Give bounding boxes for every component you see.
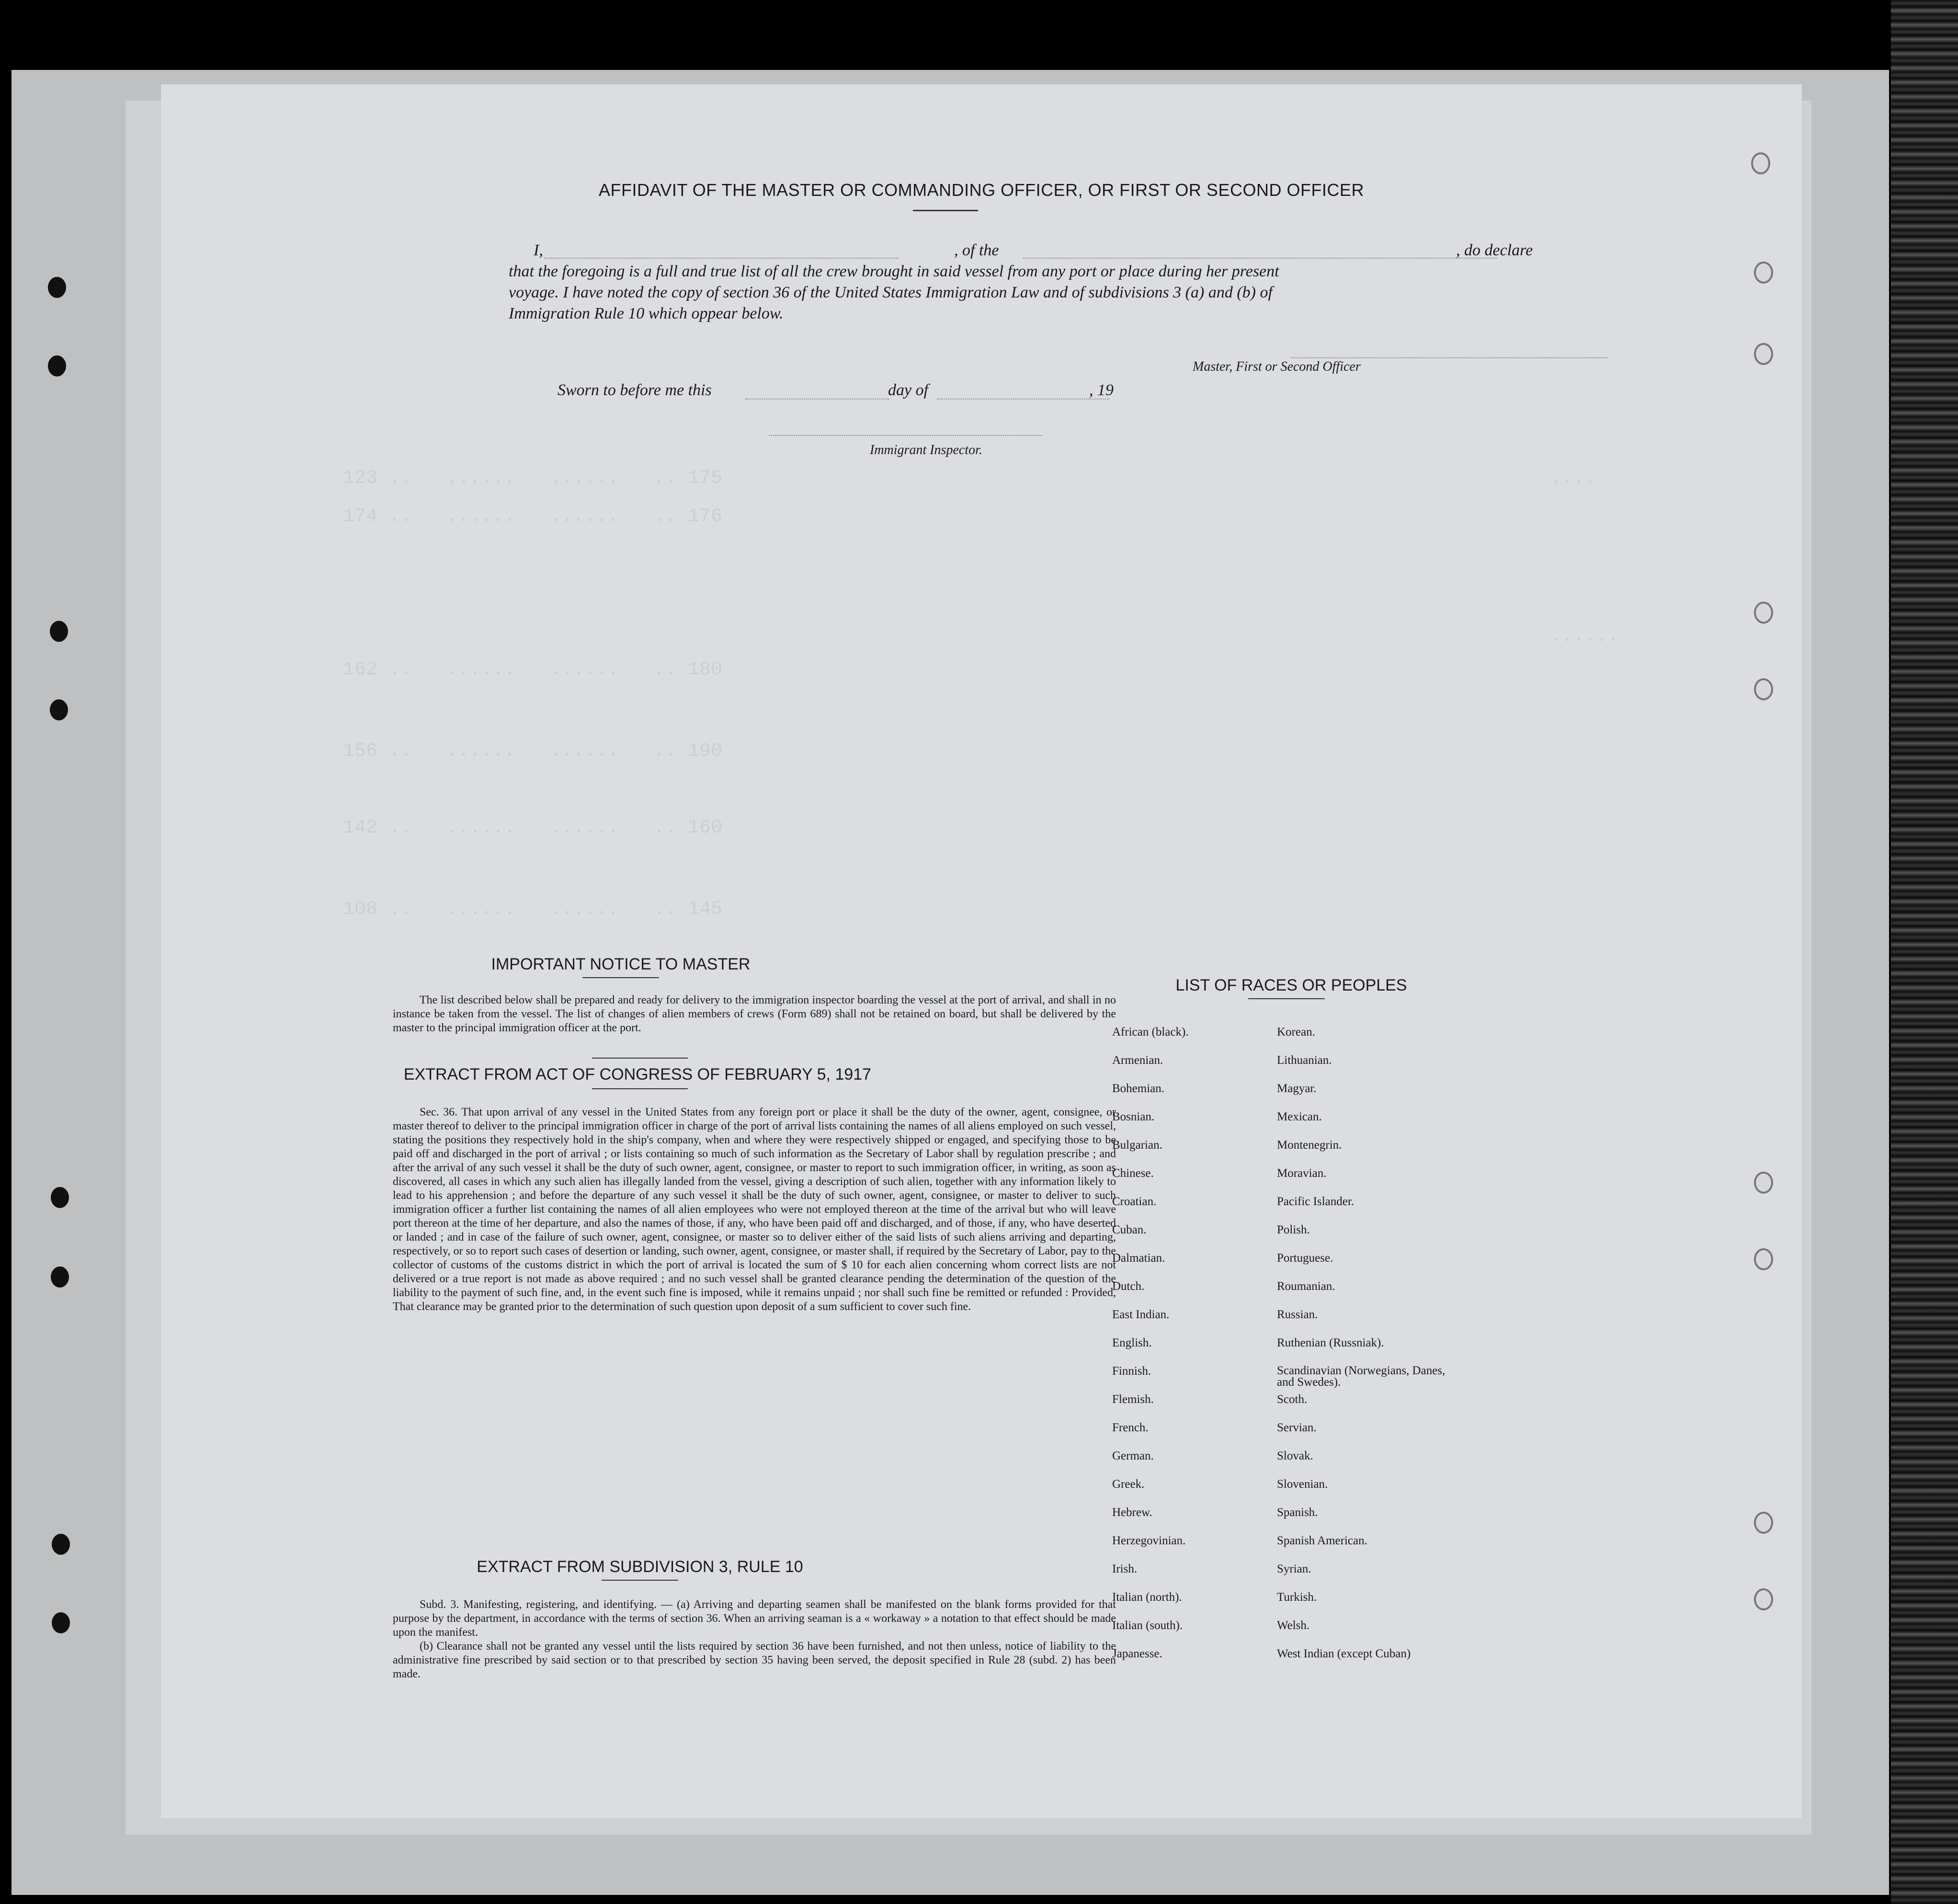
inspector-signature-line[interactable]	[769, 435, 1042, 436]
binder-hole	[52, 1612, 70, 1633]
race-item: German.	[1112, 1449, 1154, 1462]
bleed-through: 142 .. ...... ...... .. 160	[343, 817, 723, 839]
act-title: EXTRACT FROM ACT OF CONGRESS OF FEBRUARY 5, 1917	[403, 1065, 872, 1083]
race-item: African (black).	[1112, 1026, 1189, 1038]
bleed-through: ....	[1550, 467, 1596, 489]
race-item: Russian.	[1277, 1308, 1318, 1321]
race-item: Moravian.	[1277, 1167, 1327, 1180]
sworn-year: , 19	[1089, 381, 1114, 399]
race-item: Ruthenian (Russniak).	[1277, 1336, 1384, 1349]
notice-text	[393, 993, 1116, 1035]
notice-underline	[582, 977, 659, 978]
binder-ring	[1754, 1588, 1773, 1610]
sworn-day-of: day of	[888, 381, 929, 399]
race-item: Flemish.	[1112, 1393, 1154, 1406]
act-top-rule	[592, 1058, 688, 1059]
race-item: East Indian.	[1112, 1308, 1170, 1321]
affidavit-do-declare: , do declare	[1456, 241, 1533, 259]
master-signature-line[interactable]	[1291, 357, 1607, 358]
affidavit-line2: that the foregoing is a full and true list of all the crew brought in said vessel from any port or place during her present	[509, 262, 1279, 280]
binder-ring	[1754, 1512, 1773, 1534]
race-item: Welsh.	[1277, 1619, 1310, 1632]
race-item: Montenegrin.	[1277, 1139, 1342, 1152]
race-item: Servian.	[1277, 1421, 1317, 1434]
race-item: Scoth.	[1277, 1393, 1308, 1406]
race-item: Pacific Islander.	[1277, 1195, 1355, 1208]
binder-ring	[1754, 602, 1773, 624]
race-item: Scandinavian (Norwegians, Danes, and Swedes).	[1277, 1364, 1446, 1389]
race-item: French.	[1112, 1421, 1149, 1434]
bleed-through: 162 .. ...... ...... .. 180	[343, 659, 723, 681]
rule-title: EXTRACT FROM SUBDIVISION 3, RULE 10	[477, 1558, 803, 1576]
race-item: English.	[1112, 1336, 1152, 1349]
race-item: Hebrew.	[1112, 1506, 1152, 1519]
race-item: Dutch.	[1112, 1280, 1145, 1293]
binder-ring	[1754, 262, 1773, 284]
race-item: Spanish American.	[1277, 1534, 1367, 1547]
race-item: Italian (south).	[1112, 1619, 1183, 1632]
race-item: Italian (north).	[1112, 1591, 1182, 1604]
race-item: Bohemian.	[1112, 1082, 1165, 1095]
race-item: Finnish.	[1112, 1365, 1151, 1378]
race-item: Greek.	[1112, 1478, 1145, 1491]
document-page	[161, 84, 1802, 1818]
rule-paragraph-b: (b) Clearance shall not be granted any vessel until the lists required by section 36 have been furnished, and not then unless, notice of liability to the administrative fine prescribed by said section or to that prescribed by section 35 having been served, the deposit specified in Rule 28 (subd. 2) has been made.	[393, 1640, 1116, 1680]
race-item: Slovenian.	[1277, 1478, 1328, 1491]
bleed-through: ......	[1550, 626, 1619, 647]
race-item: Japanesse.	[1112, 1647, 1162, 1660]
rule-paragraph-a: Subd. 3. Manifesting, registering, and identifying. — (a) Arriving and departing seamen shall be manifested on the blank forms provided for that purpose by the department, in accordance with the terms of section 36. When an arriving seaman is a « workaway » a notation to that effect should be made upon the manifest.	[393, 1598, 1116, 1639]
bleed-through: 108 .. ...... ...... .. 145	[343, 899, 723, 920]
binder-ring	[1754, 1248, 1773, 1270]
binder-hole	[52, 1534, 70, 1555]
act-text	[393, 1106, 1116, 1314]
binder-ring	[1754, 678, 1773, 700]
master-signature-label: Master, First or Second Officer	[1193, 359, 1361, 374]
act-paragraph: Sec. 36. That upon arrival of any vessel in the United States from any foreign port or place it shall be the duty of the owner, agent, consignee, or master thereof to deliver to the principal immigration officer in charge of the port of arrival lists containing the names of all aliens employed on such vessel, stating the positions they respectively hold in the ship's company, when and where they were respectively shipped or engaged, and specifying those to be paid off and discharged in the port of arrival ; or lists containing so much of such information as the Secretary of Labor shall by regulation prescribe ; and after the arrival of any such vessel it shall be the duty of such owner, agent, consignee, or master to report to such immigration officer, in writing, as soon as discovered, all cases in which any such alien has illegally landed from the vessel, giving a description of such alien, together with any information likely to lead to his apprehension ; and before the departure of any such vessel it shall be the duty of such owner, agent, consignee, or master to deliver to such immigration officer a further list containing the names of all alien employees who were not employed thereon at the time of the arrival but who will leave port thereon at the time of her departure, and also the names of those, if any, who have been paid off and discharged, and of those, if any, who have deserted or landed ; and in case of the failure of such owner, agent, consignee, or master so to deliver either of the said lists of such aliens arriving and departing, respectively, or so to report such cases of desertion or landing, such owner, agent, consignee, or master shall, if required by the Secretary of Labor, pay to the collector of customs of the customs district in which the port of arrival is located the sum of $ 10 for each alien concerning whom correct lists are not delivered or a true report is not made as above required ; and no such vessel shall be granted clearance pending the determination of the question of the liability to the payment of such fine, and, in the event such fine is imposed, while it remains unpaid ; nor shall such fine be remitted or refunded : Provided, That clearance may be granted prior to the determination of such question upon deposit of a sum sufficient to cover such fine.	[393, 1106, 1116, 1313]
act-underline	[592, 1088, 688, 1089]
rule-underline	[602, 1580, 678, 1581]
race-item: Syrian.	[1277, 1562, 1311, 1575]
inspector-label: Immigrant Inspector.	[870, 443, 982, 457]
races-underline	[1248, 998, 1325, 999]
bleed-through: 156 .. ...... ...... .. 190	[343, 741, 723, 762]
race-item: Dalmatian.	[1112, 1252, 1165, 1265]
race-item: Croatian.	[1112, 1195, 1157, 1208]
affidavit-of-the: , of the	[954, 241, 999, 259]
sworn-prefix: Sworn to before me this	[558, 381, 712, 399]
bleed-through: 123 .. ...... ...... .. 175	[343, 467, 723, 489]
affidavit-line4: Immigration Rule 10 which oppear below.	[509, 305, 784, 322]
name-blank[interactable]	[544, 258, 899, 259]
race-item: Spanish.	[1277, 1506, 1318, 1519]
binder-ring	[1754, 1172, 1773, 1194]
race-item: Bosnian.	[1112, 1110, 1155, 1123]
binder-edge	[1891, 0, 1958, 1904]
bleed-through: 174 .. ...... ...... .. 176	[343, 506, 723, 527]
race-item: Armenian.	[1112, 1054, 1163, 1067]
race-item: Turkish.	[1277, 1591, 1317, 1604]
race-item: Irish.	[1112, 1562, 1138, 1575]
affidavit-line3: voyage. I have noted the copy of section 36 of the United States Immigration Law and of subdivisions 3 (a) and (b) of	[509, 284, 1273, 301]
binder-ring	[1754, 343, 1773, 365]
notice-paragraph: The list described below shall be prepared and ready for delivery to the immigration inspector boarding the vessel at the port of arrival, and shall in no instance be taken from the vessel. The list of changes of alien members of crews (Form 689) shall not be retained on board, but shall be delivered by the master to the principal immigration officer at the port.	[393, 994, 1116, 1034]
title-underline	[913, 210, 978, 211]
race-item: Bulgarian.	[1112, 1139, 1162, 1152]
binder-ring	[1751, 152, 1770, 174]
race-item: Polish.	[1277, 1223, 1310, 1236]
race-item: Herzegovinian.	[1112, 1534, 1186, 1547]
races-title: LIST OF RACES OR PEOPLES	[1175, 976, 1407, 994]
affidavit-i: I,	[534, 241, 543, 259]
notice-title: IMPORTANT NOTICE TO MASTER	[491, 955, 751, 973]
vessel-blank[interactable]	[1023, 258, 1497, 259]
affidavit-title: AFFIDAVIT OF THE MASTER OR COMMANDING OFFICER, OR FIRST OR SECOND OFFICER	[599, 180, 1364, 200]
race-item: Mexican.	[1277, 1110, 1322, 1123]
race-item: Slovak.	[1277, 1449, 1313, 1462]
binder-hole	[48, 277, 66, 298]
race-item: Korean.	[1277, 1026, 1315, 1038]
race-item: Chinese.	[1112, 1167, 1154, 1180]
race-item: Cuban.	[1112, 1223, 1147, 1236]
binder-hole	[51, 1187, 69, 1208]
race-item: Magyar.	[1277, 1082, 1317, 1095]
binder-hole	[51, 1266, 69, 1288]
rule-text	[393, 1598, 1116, 1681]
race-item: Roumanian.	[1277, 1280, 1335, 1293]
binder-hole	[50, 621, 68, 642]
binder-hole	[48, 355, 66, 376]
binder-hole	[50, 699, 68, 720]
race-item: Portuguese.	[1277, 1252, 1333, 1265]
race-item: West Indian (except Cuban)	[1277, 1647, 1411, 1660]
race-item: Lithuanian.	[1277, 1054, 1332, 1067]
